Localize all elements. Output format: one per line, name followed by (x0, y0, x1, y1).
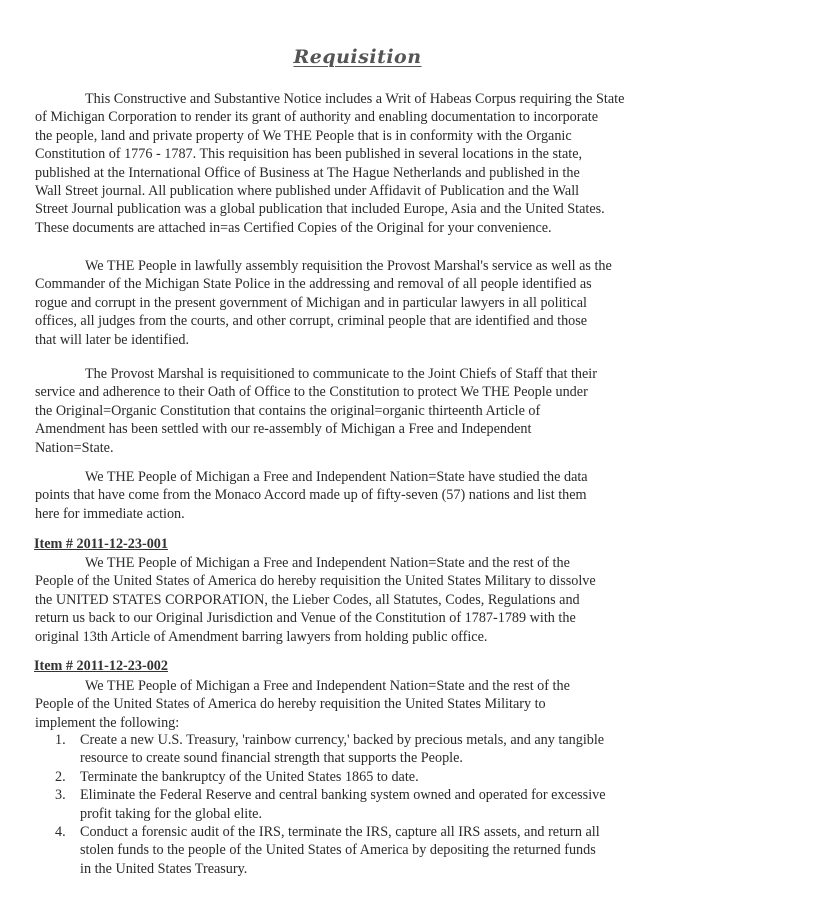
text-line: Wall Street journal. All publication where published under Affidavit of Publication and the Wall (35, 183, 580, 200)
list-number: 4. (55, 824, 66, 841)
list-item (55, 786, 606, 823)
text-line: Amendment has been settled with our re-assembly of Michigan a Free and Independent (35, 421, 532, 438)
text-line: offices, all judges from the courts, and other corrupt, criminal people that are identified and those (35, 313, 588, 330)
text-line: published at the International Office of Business at The Hague Netherlands and published in the (35, 164, 580, 181)
text-line: We THE People of Michigan a Free and Independent Nation=State and the rest of the (85, 678, 570, 694)
text-line: here for immediate action. (35, 505, 185, 522)
text-line: original 13th Article of Amendment barring lawyers from holding public office. (35, 628, 488, 645)
paragraph-joint-chiefs (35, 365, 685, 457)
text-line: We THE People in lawfully assembly requisition the Provost Marshal's service as well as the (85, 258, 612, 274)
text-line: Constitution of 1776 - 1787. This requisition has been published in several locations in the state, (35, 146, 583, 163)
text-line: rogue and corrupt in the present government of Michigan and in particular lawyers in all political (35, 294, 587, 311)
item-body (35, 677, 685, 732)
list-number: 1. (55, 732, 66, 748)
text-line: the UNITED STATES CORPORATION, the Lieber Codes, all Statutes, Codes, Regulations and (35, 591, 580, 608)
paragraph-monaco-accord (35, 468, 685, 523)
text-line: the people, land and private property of We THE People that is in conformity with the Organic (35, 127, 572, 144)
text-line: Nation=State. (35, 439, 114, 456)
list-number: 2. (55, 768, 66, 785)
item-heading: Item # 2011-12-23-001 (34, 536, 168, 552)
text-line: the Original=Organic Constitution that contains the original=organic thirteenth Article of (35, 402, 541, 419)
text-line: We THE People of Michigan a Free and Independent Nation=State and the rest of the (85, 555, 570, 571)
paragraph-provost-service (35, 257, 685, 349)
item-body (35, 554, 685, 646)
text-line: We THE People of Michigan a Free and Independent Nation=State have studied the data (85, 469, 588, 485)
list-number: 3. (55, 787, 66, 804)
text-line: This Constructive and Substantive Notice includes a Writ of Habeas Corpus requiring the State (85, 91, 625, 107)
text-line: that will later be identified. (35, 331, 190, 348)
text-line: stolen funds to the people of the United States of America by depositing the returned funds (80, 842, 596, 859)
text-line: service and adherence to their Oath of Office to the Constitution to protect We THE People under (35, 384, 588, 401)
item-heading: Item # 2011-12-23-002 (34, 658, 168, 674)
text-line: return us back to our Original Jurisdiction and Venue of the Constitution of 1787-1789 with the (35, 610, 576, 627)
text-line: People of the United States of America do hereby requisition the United States Military to (35, 696, 546, 713)
list-item (55, 823, 606, 878)
text-line: of Michigan Corporation to render its grant of authority and enabling documentation to incorporate (35, 109, 599, 126)
text-line: Create a new U.S. Treasury, 'rainbow currency,' backed by precious metals, and any tangible (80, 732, 605, 748)
numbered-list (55, 731, 606, 878)
text-line: Terminate the bankruptcy of the United States 1865 to date. (80, 768, 419, 785)
list-item (55, 768, 606, 786)
text-line: implement the following: (35, 714, 180, 731)
list-item (55, 731, 606, 768)
text-line: in the United States Treasury. (80, 860, 248, 877)
text-line: resource to create sound financial strength that supports the People. (80, 750, 463, 767)
text-line: Eliminate the Federal Reserve and central banking system owned and operated for excessive (80, 787, 606, 804)
text-line: profit taking for the global elite. (80, 805, 263, 822)
text-line: Street Journal publication was a global publication that included Europe, Asia and the United States. (35, 201, 605, 218)
text-line: points that have come from the Monaco Accord made up of fifty-seven (57) nations and list them (35, 487, 587, 504)
text-line: These documents are attached in=as Certified Copies of the Original for your convenience. (35, 219, 552, 236)
text-line: The Provost Marshal is requisitioned to communicate to the Joint Chiefs of Staff that their (85, 366, 597, 382)
text-line: Conduct a forensic audit of the IRS, terminate the IRS, capture all IRS assets, and return all (80, 824, 600, 841)
text-line: People of the United States of America do hereby requisition the United States Military to dissolve (35, 573, 596, 590)
text-line: Commander of the Michigan State Police in the addressing and removal of all people identified as (35, 276, 592, 293)
paragraph-notice (35, 90, 685, 237)
document-title: Requisition (293, 46, 422, 68)
